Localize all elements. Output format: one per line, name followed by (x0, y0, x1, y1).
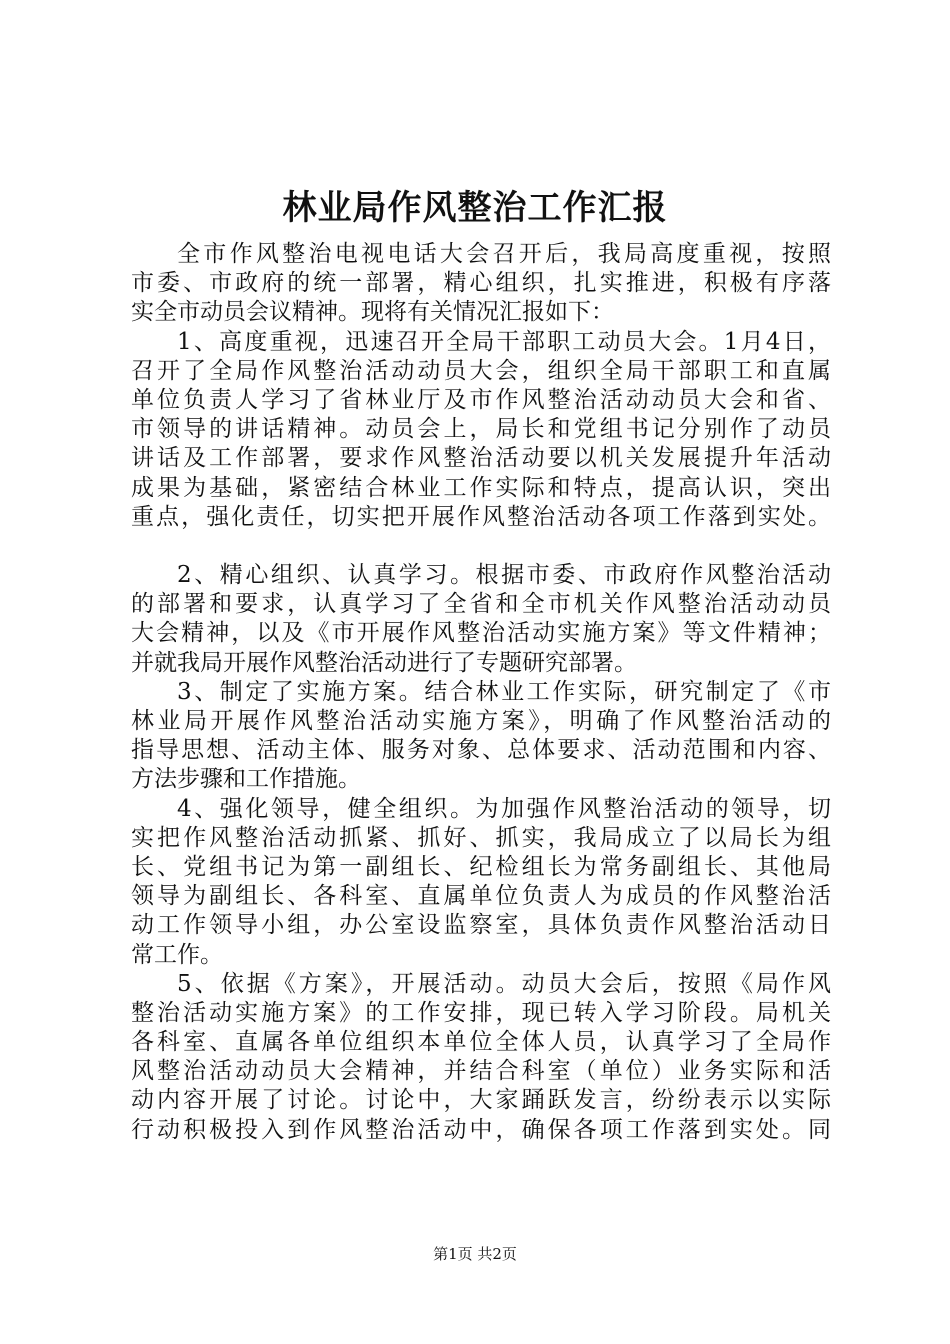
document-title: 林业局作风整治工作汇报 (282, 188, 668, 228)
body-text-line: 2、精心组织、认真学习。根据市委、市政府作风整治活动 (177, 562, 831, 589)
body-text-line: 全市作风整治电视电话大会召开后，我局高度重视，按照 (177, 241, 831, 267)
body-text-line: 指导思想、活动主体、服务对象、总体要求、活动范围和内容、 (131, 737, 831, 764)
body-text-line: 长、党组书记为第一副组长、纪检组长为常务副组长、其他局 (131, 853, 831, 880)
body-text-line: 1、高度重视，迅速召开全局干部职工动员大会。1月4日， (177, 328, 831, 355)
body-text-line: 召开了全局作风整治活动动员大会，组织全局干部职工和直属 (131, 357, 831, 384)
body-text-line: 并就我局开展作风整治活动进行了专题研究部署。 (131, 649, 637, 676)
page-footer: 第1页 共2页 (433, 1245, 517, 1263)
body-text-line: 常工作。 (131, 941, 223, 968)
body-text-line: 动工作领导小组，办公室设监察室，具体负责作风整治活动日 (131, 912, 831, 939)
body-text-line: 整治活动实施方案》的工作安排，现已转入学习阶段。局机关 (131, 999, 831, 1026)
body-text-line: 林业局开展作风整治活动实施方案》，明确了作风整治活动的 (131, 708, 831, 734)
body-text-line: 3、制定了实施方案。结合林业工作实际，研究制定了《市 (177, 678, 831, 705)
body-text-line: 单位负责人学习了省林业厅及市作风整治活动动员大会和省、 (131, 386, 831, 413)
body-text-line: 市委、市政府的统一部署，精心组织，扎实推进，积极有序落 (131, 270, 831, 297)
body-text-line: 大会精神，以及《市开展作风整治活动实施方案》等文件精神； (131, 620, 831, 647)
body-text-line: 风整治活动动员大会精神，并结合科室（单位）业务实际和活 (131, 1058, 831, 1085)
paragraph-gap (131, 532, 831, 561)
body-text-line: 方法步骤和工作措施。 (131, 766, 361, 793)
body-text-line: 的部署和要求，认真学习了全省和全市机关作风整治活动动员 (131, 591, 831, 618)
body-text-line: 4、强化领导，健全组织。为加强作风整治活动的领导，切 (177, 795, 831, 822)
body-text-line: 重点，强化责任，切实把开展作风整治活动各项工作落到实处。 (131, 503, 831, 530)
body-text-line: 动内容开展了讨论。讨论中，大家踊跃发言，纷纷表示以实际 (131, 1087, 831, 1114)
body-text-line: 行动积极投入到作风整治活动中，确保各项工作落到实处。同 (131, 1116, 831, 1143)
body-text-line: 市领导的讲话精神。动员会上，局长和党组书记分别作了动员 (131, 416, 831, 443)
body-text-line: 领导为副组长、各科室、直属单位负责人为成员的作风整治活 (131, 883, 831, 910)
body-text-line: 实把作风整治活动抓紧、抓好、抓实，我局成立了以局长为组 (131, 824, 831, 851)
body-text-line: 实全市动员会议精神。现将有关情况汇报如下： (131, 299, 614, 326)
document-body (131, 240, 831, 1145)
body-text-line: 5、依据《方案》，开展活动。动员大会后，按照《局作风 (177, 970, 831, 997)
body-text-line: 各科室、直属各单位组织本单位全体人员，认真学习了全局作 (131, 1029, 831, 1056)
body-text-line: 成果为基础，紧密结合林业工作实际和特点，提高认识，突出 (131, 474, 831, 501)
body-text-line: 讲话及工作部署，要求作风整治活动要以机关发展提升年活动 (131, 445, 831, 472)
